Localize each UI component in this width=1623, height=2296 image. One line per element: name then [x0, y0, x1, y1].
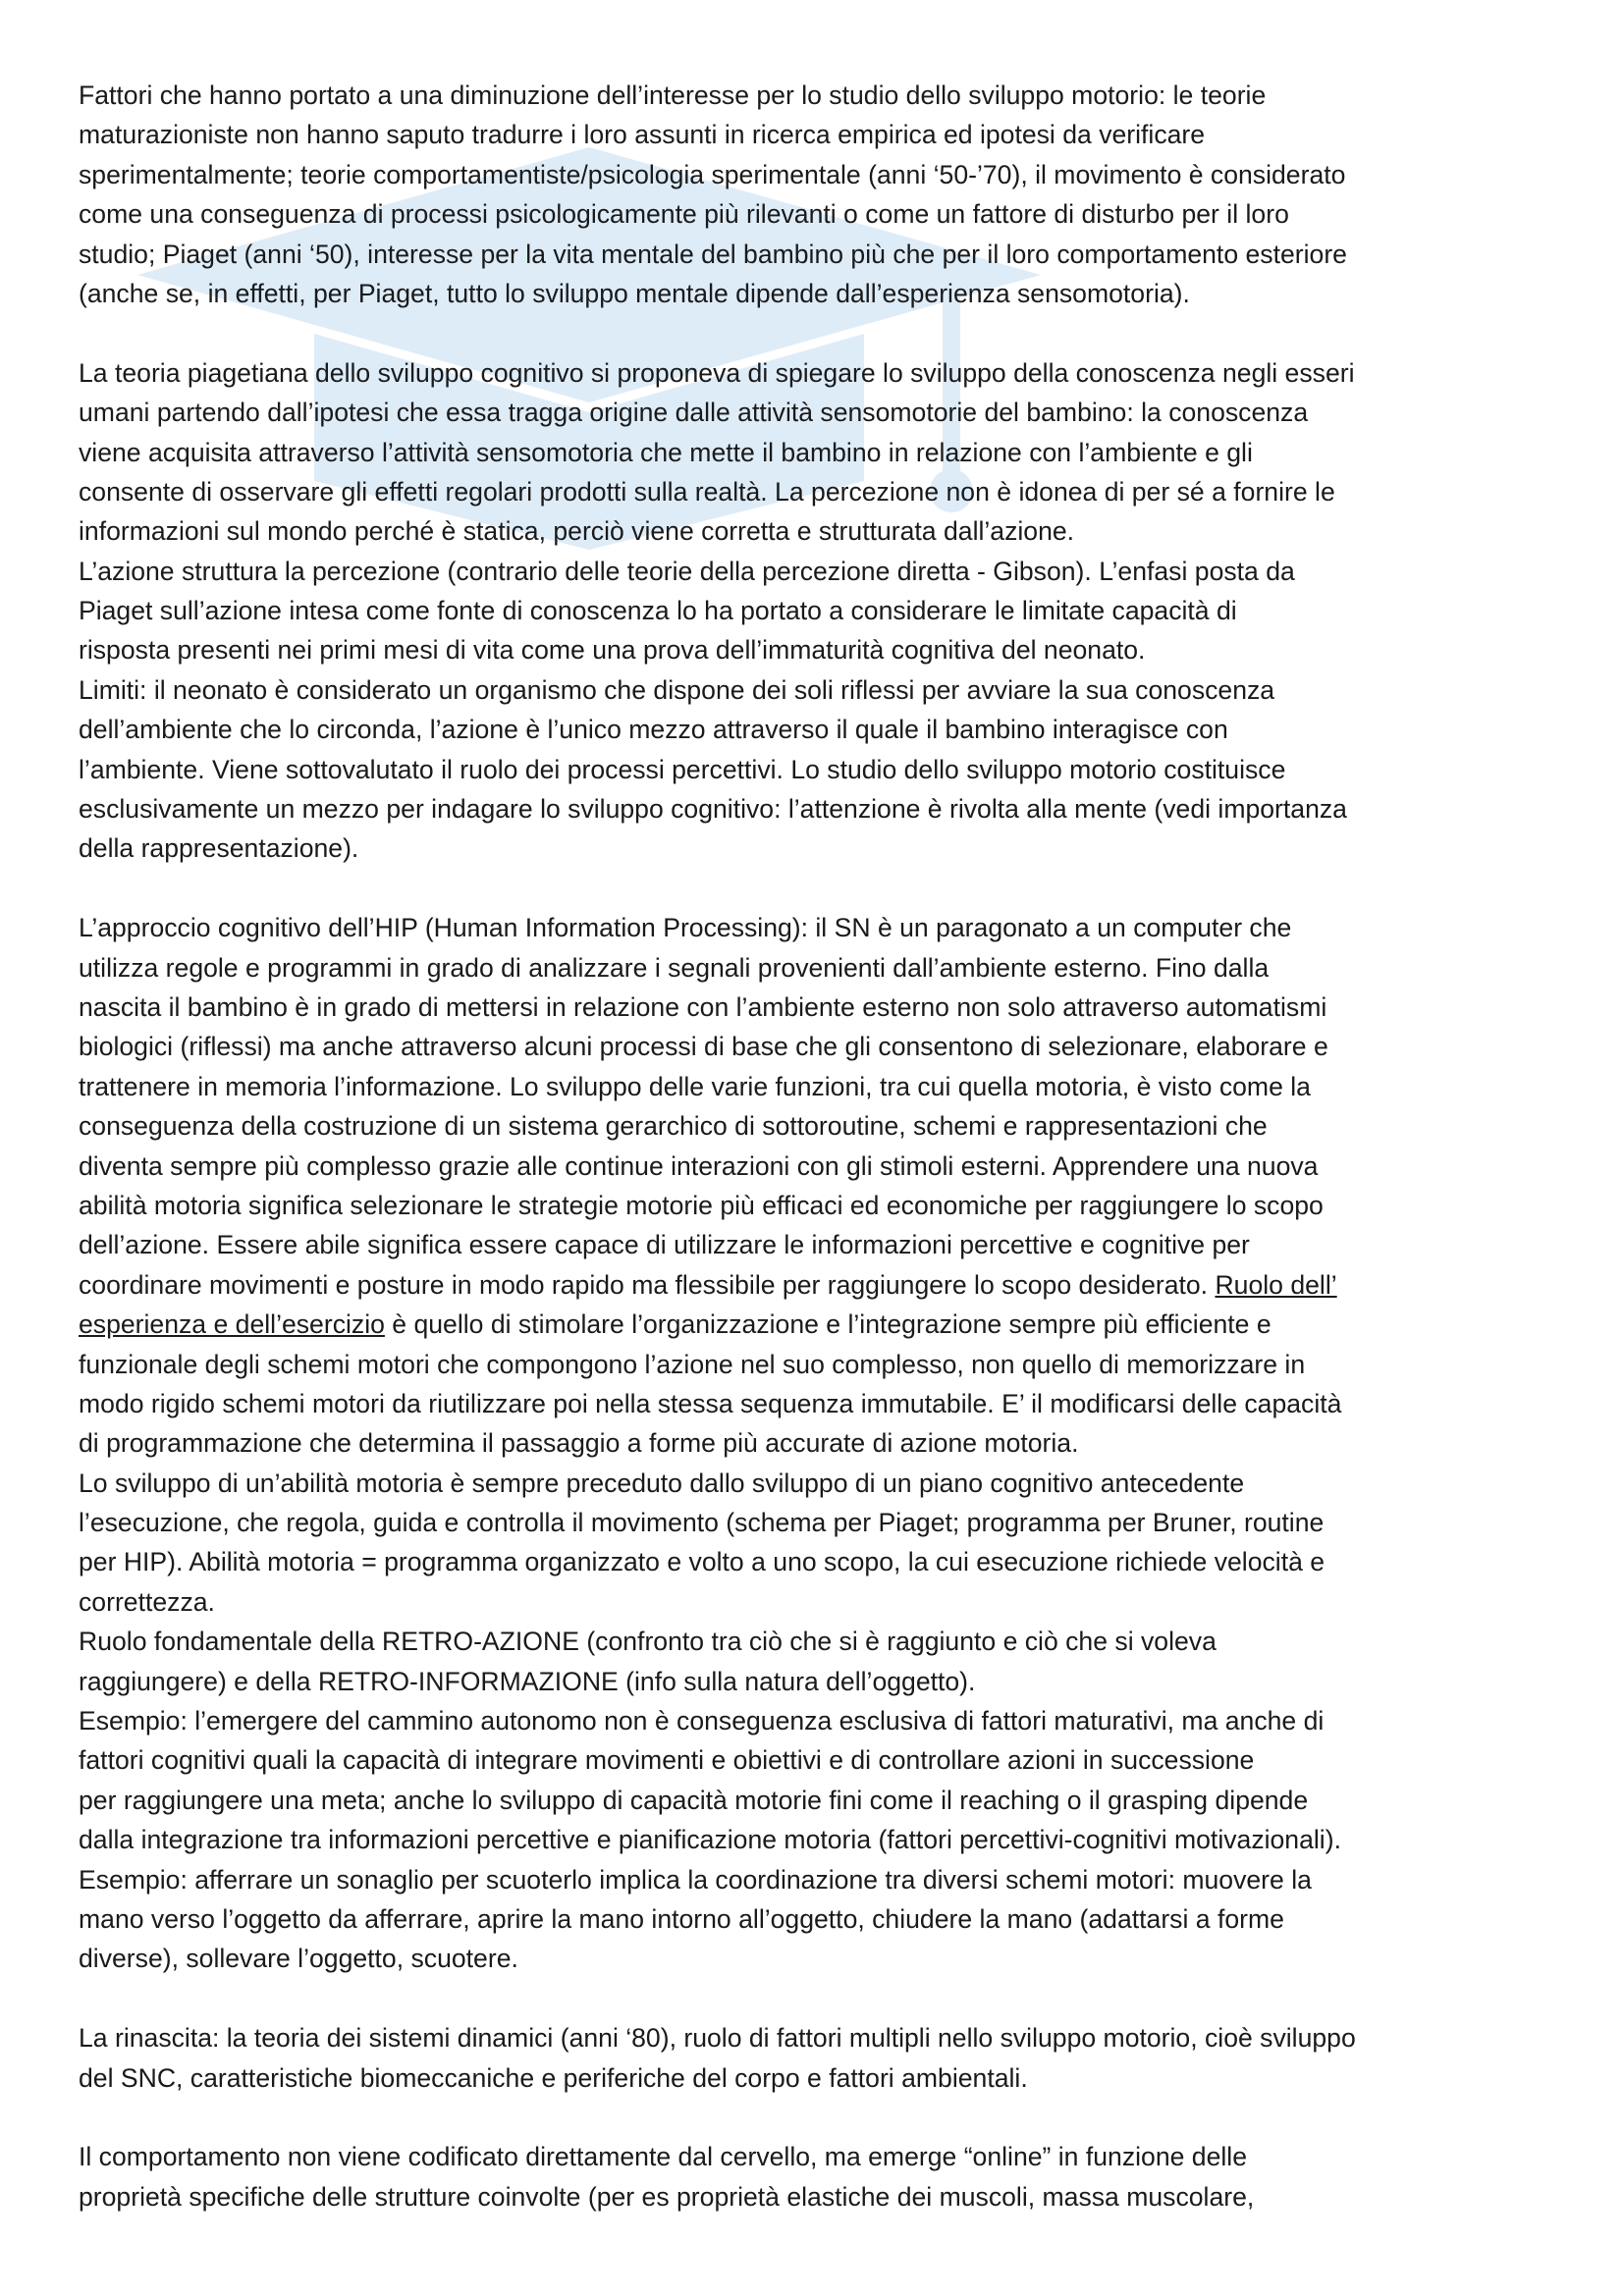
text-line: [79, 1464, 1571, 1503]
text-line: [79, 1106, 1571, 1146]
text-line: [79, 750, 1571, 789]
text-segment: nascita il bambino è in grado di mettersi in relazione con l’ambiente esterno non solo attraverso automatismi: [79, 991, 1327, 1022]
text-line: [79, 789, 1571, 828]
text-line: [79, 670, 1571, 710]
text-segment: Esempio: afferrare un sonaglio per scuoterlo implica la coordinazione tra diversi schemi motori: muovere la: [79, 1864, 1312, 1895]
text-segment: utilizza regole e programmi in grado di analizzare i segnali provenienti dall’ambiente esterno. Fino dalla: [79, 952, 1270, 983]
text-line: [79, 393, 1571, 432]
paragraph: [79, 908, 1571, 1979]
text-line: [79, 235, 1571, 274]
text-segment: abilità motoria significa selezionare le strategie motorie più efficaci ed economiche per raggiungere lo scopo: [79, 1190, 1324, 1220]
text-segment: per HIP). Abilità motoria = programma organizzato e volto a uno scopo, la cui esecuzione richiede velocità e: [79, 1547, 1325, 1577]
text-segment: (anche se, in effetti, per Piaget, tutto lo sviluppo mentale dipende dall’esperienza sensomotoria).: [79, 278, 1190, 308]
text-segment: di programmazione che determina il passaggio a forme più accurate di azione motoria.: [79, 1428, 1079, 1459]
text-segment: Limiti: il neonato è considerato un organismo che dispone dei soli riflessi per avviare la sua conoscenza: [79, 674, 1275, 705]
text-line: [79, 552, 1571, 591]
text-line: [79, 1701, 1571, 1740]
text-line: [79, 988, 1571, 1027]
text-segment: Fattori che hanno portato a una diminuzione dell’interesse per lo studio dello sviluppo motorio: le teorie: [79, 80, 1267, 110]
text-line: [79, 908, 1571, 947]
text-segment: Lo sviluppo di un’abilità motoria è sempre preceduto dallo sviluppo di un piano cognitivo antecedente: [79, 1468, 1245, 1498]
text-line: [79, 472, 1571, 511]
text-segment: La teoria piagetiana dello sviluppo cognitivo si proponeva di spiegare lo sviluppo della conoscenza negli esseri: [79, 357, 1355, 388]
text-segment: fattori cognitivi quali la capacità di integrare movimenti e obiettivi e di controllare azioni in successione: [79, 1745, 1255, 1776]
text-segment: dell’azione. Essere abile significa essere capace di utilizzare le informazioni percettive e cognitive per: [79, 1230, 1250, 1260]
text-segment: L’approccio cognitivo dell’HIP (Human Information Processing): il SN è un paragonato a un computer che: [79, 913, 1292, 943]
text-segment: del SNC, caratteristiche biomeccaniche e periferiche del corpo e fattori ambientali.: [79, 2062, 1028, 2093]
text-line: [79, 1027, 1571, 1066]
text-line: [79, 1542, 1571, 1581]
text-segment: proprietà specifiche delle strutture coinvolte (per es proprietà elastiche dei muscoli, massa muscolare,: [79, 2181, 1255, 2212]
text-line: [79, 1305, 1571, 1344]
underlined-phrase: esperienza e dell’esercizio: [79, 1309, 385, 1340]
document-body: [79, 76, 1571, 2216]
text-line: [79, 2058, 1571, 2098]
text-line: [79, 1345, 1571, 1384]
text-line: [79, 591, 1571, 630]
text-line: [79, 1740, 1571, 1780]
text-segment: dell’ambiente che lo circonda, l’azione è l’unico mezzo attraverso il quale il bambino interagisce con: [79, 715, 1228, 745]
text-segment: studio; Piaget (anni ‘50), interesse per la vita mentale del bambino più che per il loro comportamento esteriore: [79, 239, 1347, 269]
text-segment: l’ambiente. Viene sottovalutato il ruolo dei processi percettivi. Lo studio dello sviluppo motorio costituisce: [79, 754, 1286, 784]
text-segment: mano verso l’oggetto da afferrare, aprire la mano intorno all’oggetto, chiudere la mano (adattarsi a forme: [79, 1903, 1284, 1934]
text-line: [79, 353, 1571, 393]
text-line: [79, 2137, 1571, 2176]
text-segment: informazioni sul mondo perché è statica, perciò viene corretta e strutturata dall’azione.: [79, 516, 1075, 547]
text-segment: è quello di stimolare l’organizzazione e l’integrazione sempre più efficiente e: [384, 1309, 1271, 1340]
text-segment: L’azione struttura la percezione (contrario delle teorie della percezione diretta - Gibson). L’enfasi posta da: [79, 556, 1295, 586]
underlined-phrase: Ruolo dell’: [1215, 1269, 1337, 1300]
text-line: [79, 1423, 1571, 1463]
text-segment: raggiungere) e della RETRO-INFORMAZIONE (info sulla natura dell’oggetto).: [79, 1666, 976, 1696]
text-segment: La rinascita: la teoria dei sistemi dinamici (anni ‘80), ruolo di fattori multipli nello sviluppo motorio, cioè sviluppo: [79, 2023, 1356, 2054]
paragraph: [79, 76, 1571, 313]
text-line: [79, 1067, 1571, 1106]
paragraph-gap: [79, 869, 1571, 908]
text-line: [79, 1265, 1571, 1305]
text-line: [79, 1147, 1571, 1186]
text-segment: risposta presenti nei primi mesi di vita come una prova dell’immaturità cognitiva del neonato.: [79, 635, 1146, 666]
text-line: [79, 511, 1571, 551]
text-line: [79, 1820, 1571, 1859]
paragraph: [79, 2018, 1571, 2098]
text-segment: Ruolo fondamentale della RETRO-AZIONE (confronto tra ciò che si è raggiunto e ciò che si voleva: [79, 1627, 1217, 1657]
text-line: [79, 2177, 1571, 2216]
text-line: [79, 630, 1571, 669]
text-line: [79, 1899, 1571, 1939]
text-line: [79, 274, 1571, 313]
text-line: [79, 1225, 1571, 1264]
text-line: [79, 948, 1571, 988]
text-segment: diverse), sollevare l’oggetto, scuotere.: [79, 1944, 518, 1974]
paragraph-gap: [79, 2098, 1571, 2137]
text-line: [79, 155, 1571, 194]
text-segment: Esempio: l’emergere del cammino autonomo non è conseguenza esclusiva di fattori maturativi, ma anche di: [79, 1706, 1325, 1736]
paragraph: [79, 2137, 1571, 2216]
text-segment: consente di osservare gli effetti regolari prodotti sulla realtà. La percezione non è idonea di per sé a fornire le: [79, 476, 1335, 507]
text-segment: biologici (riflessi) ma anche attraverso alcuni processi di base che gli consentono di selezionare, elaborare e: [79, 1032, 1328, 1062]
paragraph-gap: [79, 313, 1571, 352]
text-line: [79, 1781, 1571, 1820]
text-line: [79, 1662, 1571, 1701]
text-segment: l’esecuzione, che regola, guida e controlla il movimento (schema per Piaget; programma per Bruner, routine: [79, 1508, 1325, 1538]
text-line: [79, 1622, 1571, 1661]
text-line: [79, 710, 1571, 749]
text-segment: per raggiungere una meta; anche lo sviluppo di capacità motorie fini come il reaching o il grasping dipende: [79, 1785, 1309, 1815]
text-segment: maturazioniste non hanno saputo tradurre i loro assunti in ricerca empirica ed ipotesi da verificare: [79, 120, 1206, 150]
text-line: [79, 1503, 1571, 1542]
text-line: [79, 76, 1571, 115]
paragraph: [79, 353, 1571, 869]
paragraph-gap: [79, 1979, 1571, 2018]
text-line: [79, 115, 1571, 154]
text-line: [79, 433, 1571, 472]
text-segment: dalla integrazione tra informazioni percettive e pianificazione motoria (fattori percettivi-cognitivi motivazionali).: [79, 1825, 1341, 1855]
text-line: [79, 2018, 1571, 2057]
text-line: [79, 1939, 1571, 1978]
text-segment: modo rigido schemi motori da riutilizzare poi nella stessa sequenza immutabile. E’ il modificarsi delle capacità: [79, 1388, 1342, 1418]
text-segment: viene acquisita attraverso l’attività sensomotoria che mette il bambino in relazione con l’ambiente e gli: [79, 437, 1253, 467]
text-line: [79, 1582, 1571, 1622]
text-segment: diventa sempre più complesso grazie alle continue interazioni con gli stimoli esterni. Apprendere una nuova: [79, 1150, 1319, 1181]
text-line: [79, 1860, 1571, 1899]
text-segment: Il comportamento non viene codificato direttamente dal cervello, ma emerge “online” in funzione delle: [79, 2142, 1247, 2172]
text-line: [79, 194, 1571, 234]
text-segment: della rappresentazione).: [79, 833, 359, 864]
text-segment: umani partendo dall’ipotesi che essa tragga origine dalle attività sensomotorie del bambino: la conoscenza: [79, 398, 1309, 428]
text-segment: correttezza.: [79, 1586, 215, 1617]
text-segment: coordinare movimenti e posture in modo rapido ma flessibile per raggiungere lo scopo desiderato.: [79, 1269, 1216, 1300]
text-segment: funzionale degli schemi motori che compongono l’azione nel suo complesso, non quello di memorizzare in: [79, 1349, 1306, 1379]
text-segment: trattenere in memoria l’informazione. Lo sviluppo delle varie funzioni, tra cui quella motoria, è visto come la: [79, 1071, 1311, 1101]
text-line: [79, 828, 1571, 868]
text-segment: esclusivamente un mezzo per indagare lo sviluppo cognitivo: l’attenzione è rivolta alla mente (vedi importanza: [79, 794, 1347, 825]
text-segment: conseguenza della costruzione di un sistema gerarchico di sottoroutine, schemi e rappresentazioni che: [79, 1111, 1268, 1142]
text-segment: come una conseguenza di processi psicologicamente più rilevanti o come un fattore di disturbo per il loro: [79, 199, 1289, 230]
text-segment: sperimentalmente; teorie comportamentiste/psicologia sperimentale (anni ‘50-’70), il movimento è considerato: [79, 159, 1346, 189]
text-line: [79, 1384, 1571, 1423]
text-line: [79, 1186, 1571, 1225]
text-segment: Piaget sull’azione intesa come fonte di conoscenza lo ha portato a considerare le limitate capacità di: [79, 596, 1237, 626]
